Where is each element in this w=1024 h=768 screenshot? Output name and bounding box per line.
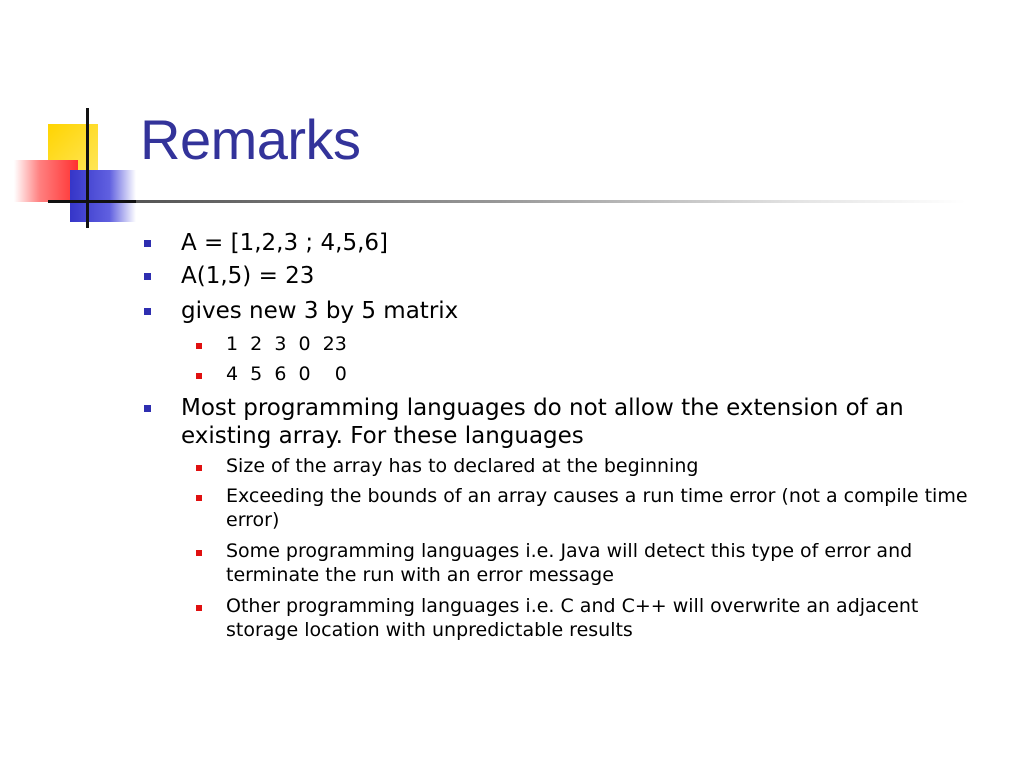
sub-bullet-marker <box>196 605 202 611</box>
bullet-marker <box>144 273 151 280</box>
sub-bullet-marker <box>196 465 202 471</box>
bullet-text: A = [1,2,3 ; 4,5,6] <box>181 230 388 256</box>
bullet-text: A(1,5) = 23 <box>181 263 315 289</box>
sub-bullet-marker <box>196 373 202 379</box>
matrix-row: 4 5 6 0 0 <box>226 363 347 385</box>
bullet-marker <box>144 308 151 315</box>
sub-bullet-text: Exceeding the bounds of an array causes a run time error (not a compile time error) <box>226 485 968 531</box>
sub-bullet-text: Size of the array has to declared at the beginning <box>226 455 699 477</box>
bullet-text: Most programming languages do not allow the extension of an existing array. For these languages <box>181 395 904 449</box>
sub-bullet-text: Other programming languages i.e. C and C++ will overwrite an adjacent storage location with unpredictable results <box>226 595 919 641</box>
sub-bullet-text: Some programming languages i.e. Java will detect this type of error and terminate the run with an error message <box>226 540 913 586</box>
bullet-marker <box>144 405 151 412</box>
sub-bullet-marker <box>196 495 202 501</box>
bullet-marker <box>144 240 151 247</box>
sub-bullet-marker <box>196 343 202 349</box>
bullet-text: gives new 3 by 5 matrix <box>181 298 459 324</box>
slide-title: Remarks <box>140 108 361 171</box>
matrix-row: 1 2 3 0 23 <box>226 333 347 355</box>
sub-bullet-marker <box>196 550 202 556</box>
